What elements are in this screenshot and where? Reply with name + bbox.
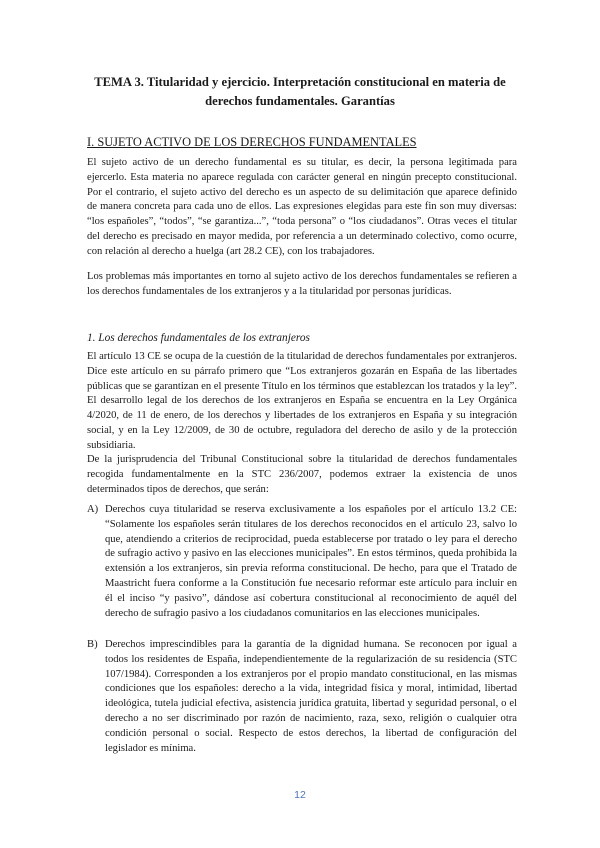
- article-13-paragraph: El artículo 13 CE se ocupa de la cuestión de la titularidad de derechos fundamentales por extranjeros. Dice este artículo en su párrafo primero que “Los extranjeros gozarán en España de las libertades públicas que se garantizan en el presente Título en los términos que establezcan los tratados y la ley”. El desarrollo legal de los derechos de los extranjeros en España se encuentra en la Ley Orgánica 4/2020, de 11 de enero, de los derechos y libertades de los extranjeros en España y su integración social, y en la Ley 12/2009, de 30 de octubre, reguladora del derecho de asilo y de la protección subsidiaria.: [87, 351, 517, 451]
- section-heading: I. SUJETO ACTIVO DE LOS DERECHOS FUNDAMENTALES: [87, 135, 417, 149]
- document-title: TEMA 3. Titularidad y ejercicio. Interpretación constitucional en materia de derechos fundamentales. Garantías: [94, 75, 506, 108]
- subsection-heading: 1. Los derechos fundamentales de los extranjeros: [87, 332, 310, 344]
- list-item-text: Derechos imprescindibles para la garantía de la dignidad humana. Se reconocen por igual a todos los residentes de España, independientemente de la regularización de su residencia (STC 107/1984). Corresponden a los extranjeros por el propio mandato constitucional, en las mismas condiciones que los españoles: derecho a la vida, integridad física y moral, intimidad, libertad ideológica, tutela judicial efectiva, asistencia jurídica gratuita, libertad y seguridad personal, o el derecho a no ser discriminado por razón de nacimiento, raza, sexo, religión o cualquier otra condición personal o social. Respecto de estos derechos, la libertad de configuración del legislador es mínima.: [105, 639, 517, 754]
- problems-paragraph: Los problemas más importantes en torno al sujeto activo de los derechos fundamentales se refieren a los derechos fundamentales de los extranjeros y a la titularidad por personas jurídicas.: [87, 271, 517, 297]
- list-marker: B): [87, 639, 98, 650]
- page-number: 12: [294, 789, 306, 801]
- intro-paragraph: El sujeto activo de un derecho fundamental es su titular, es decir, la persona legitimada para ejercerlo. Esta materia no aparece regulada con carácter general en ningún precepto constitucional. Por el contrario, el sujeto activo del derecho es un aspecto de su delimitación que aparece definido de manera concreta para cada uno de ellos. Las expresiones elegidas para este fin son muy diversas: “los españoles”, “todos”, “se garantiza...”, “toda persona” o “los ciudadanos”. Otras veces el titular del derecho es precisado en mayor medida, por referencia a un determinado colectivo, como ocurre, con relación al derecho a huelga (art 28.2 CE), con los trabajadores.: [87, 157, 517, 257]
- list-marker: A): [87, 504, 99, 515]
- jurisprudence-paragraph: De la jurisprudencia del Tribunal Constitucional sobre la titularidad de derechos fundamentales recogida fundamentalmente en la STC 236/2007, podemos extraer la existencia de unos determinados tipos de derechos, que serán:: [87, 454, 517, 495]
- list-item-text: Derechos cuya titularidad se reserva exclusivamente a los españoles por el artículo 13.2 CE: “Solamente los españoles serán titulares de los derechos reconocidos en el artículo 23, salvo lo que, atendiendo a criterios de reciprocidad, pueda establecerse por tratado o ley para el derecho de sufragio activo y pasivo en las elecciones municipales”. En estos términos, queda prohibida la extensión a los extranjeros, sin previa reforma constitucional. De hecho, para que el Tratado de Maastricht fuera conforme a la Constitución fue necesario reformar este artículo para incluir en él el inciso “y pasivo”, dándose así cobertura constitucional al reconocimiento de aquél del derecho de sufragio pasivo a los ciudadanos comunitarios en las elecciones municipales.: [105, 504, 517, 619]
